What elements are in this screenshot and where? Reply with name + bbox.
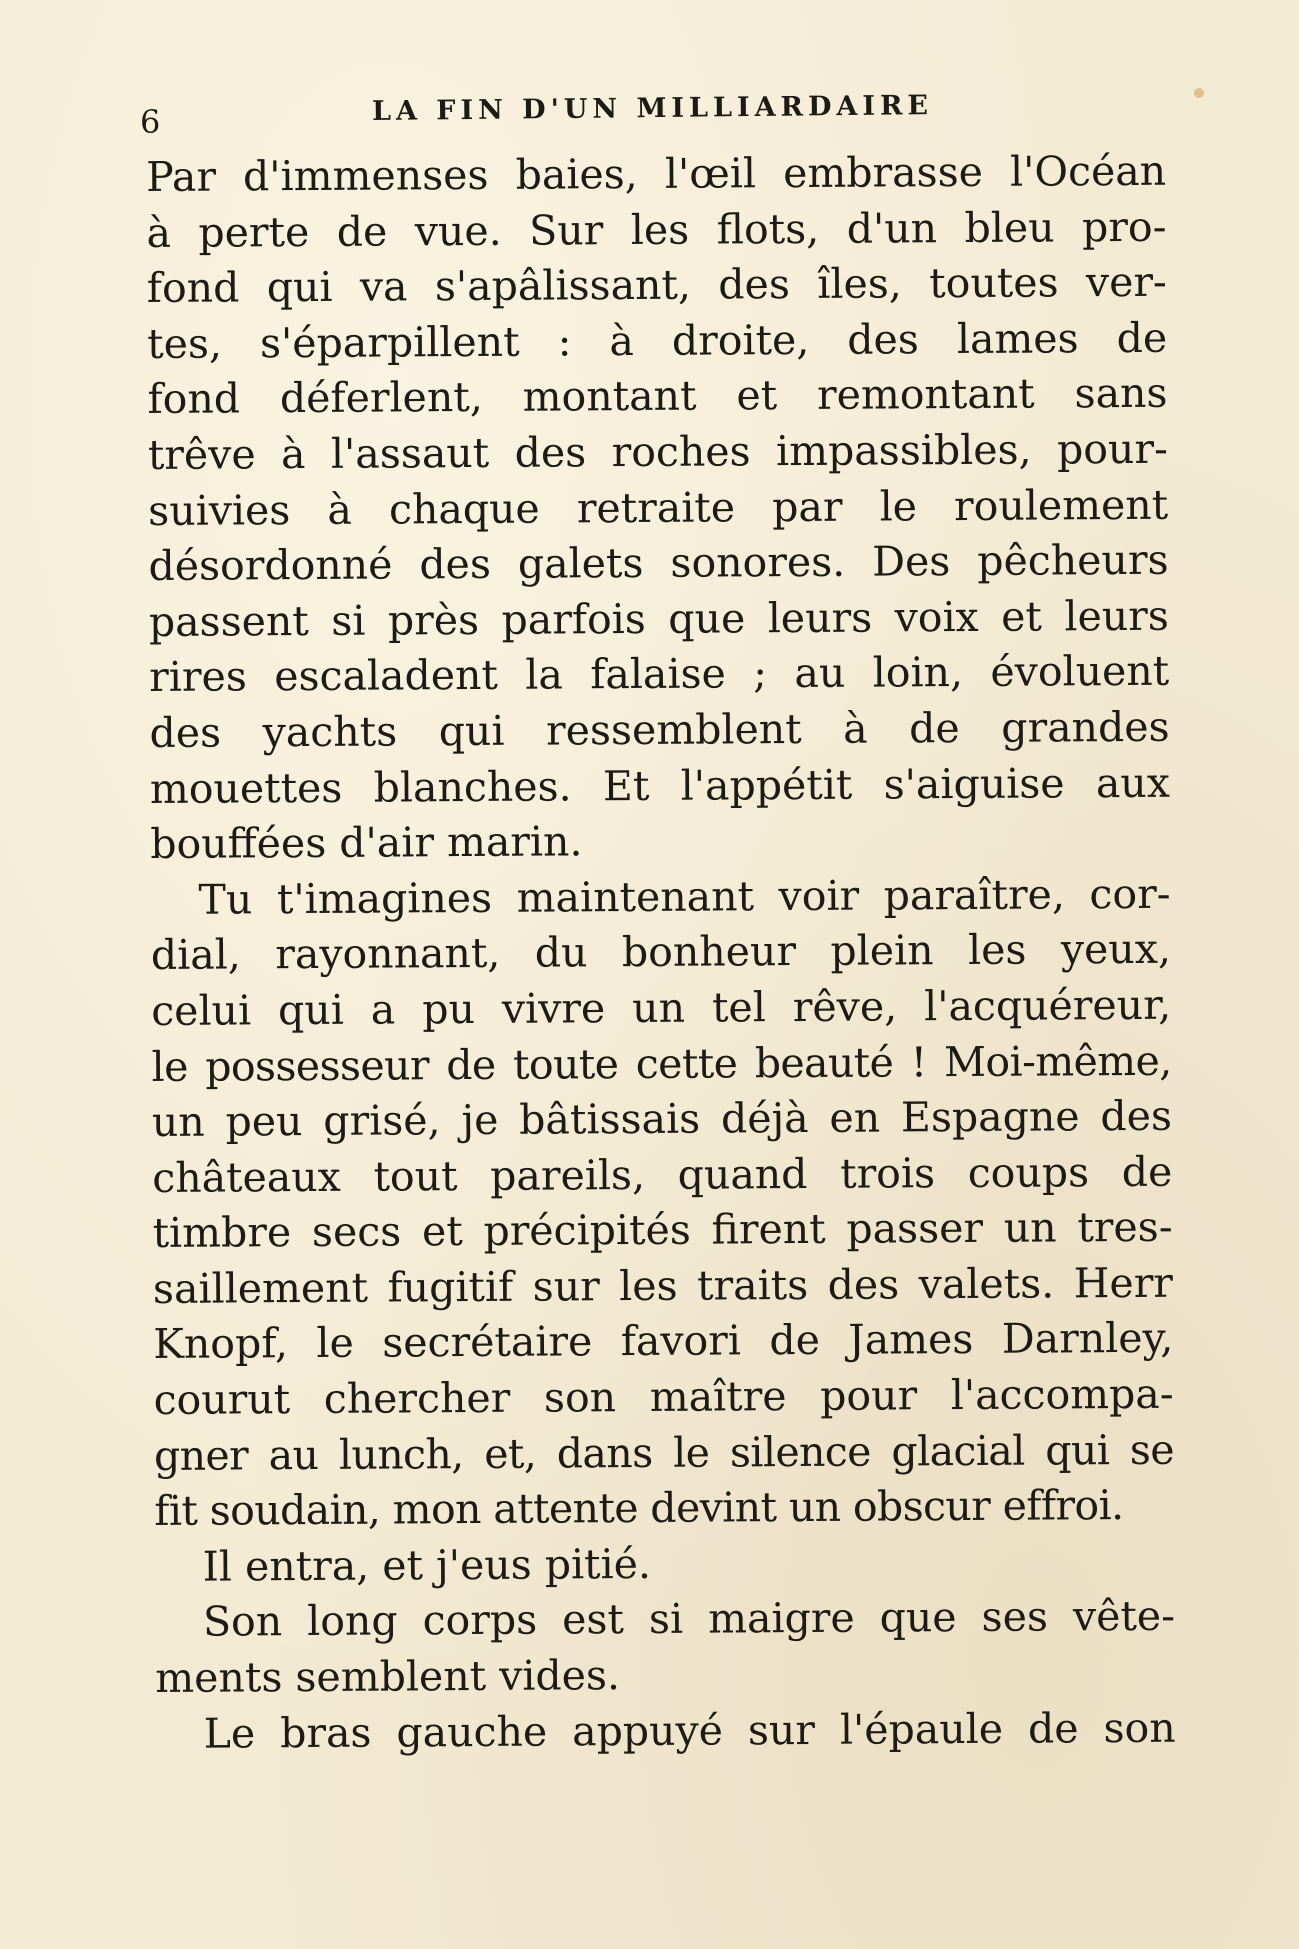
- text-line: trêve à l'assaut des roches impassibles, pour-: [147, 424, 1168, 479]
- text-line: Knopf, le secrétaire favori de James Darnley,: [153, 1314, 1174, 1369]
- text-line: des yachts qui ressemblent à de grandes: [149, 702, 1170, 757]
- text-line: gner au lunch, et, dans le silence glacial qui se: [153, 1425, 1175, 1480]
- paragraph-end-line: bouffées d'air marin.: [150, 817, 583, 869]
- text-line: celui qui a pu vivre un tel rêve, l'acquéreur,: [151, 980, 1172, 1035]
- page-number: 6: [140, 103, 162, 141]
- paper-stain: [1194, 88, 1204, 98]
- text-line: dial, rayonnant, du bonheur plein les yeux,: [150, 925, 1172, 980]
- page-header: [140, 90, 1170, 140]
- text-line: saillement fugitif sur les traits des valets. Herr: [152, 1258, 1174, 1313]
- text-line: rires escaladent la falaise ; au loin, évoluent: [149, 647, 1170, 702]
- paragraph-end-line: fit soudain, mon attente devint un obscur effroi.: [154, 1481, 1124, 1536]
- text-line: mouettes blanches. Et l'appétit s'aiguise aux: [149, 758, 1171, 813]
- text-line: timbre secs et précipités firent passer un tres-: [152, 1203, 1173, 1258]
- text-line: passent si près parfois que leurs voix et leurs: [148, 591, 1170, 646]
- text-line: tes, s'éparpillent : à droite, des lames de: [147, 313, 1168, 368]
- text-line: un peu grisé, je bâtissais déjà en Espagne des: [151, 1091, 1173, 1147]
- text-line: fond déferlent, montant et remontant sans: [147, 369, 1168, 424]
- text-line: châteaux tout pareils, quand trois coups de: [152, 1147, 1173, 1202]
- text-line: Par d'immenses baies, l'œil embrasse l'Océan: [146, 146, 1167, 201]
- text-line: désordonné des galets sonores. Des pêcheurs: [148, 535, 1169, 591]
- body-text: [146, 144, 1176, 1762]
- text-line: suivies à chaque retraite par le roulement: [148, 480, 1169, 535]
- text-line: courut chercher son maître pour l'accompa-: [153, 1369, 1174, 1425]
- paragraph-start-line: Tu t'imagines maintenant voir paraître, cor-: [198, 869, 1171, 924]
- text-line: le possesseur de toute cette beauté ! Moi-même,: [151, 1036, 1172, 1091]
- paragraph-single-line: Il entra, et j'eus pitié.: [202, 1539, 652, 1591]
- paragraph-start-line: Son long corps est si maigre que ses vête-: [202, 1592, 1176, 1647]
- paragraph-start-line: Le bras gauche appuyé sur l'épaule de son: [203, 1703, 1176, 1758]
- running-head: LA FIN D'UN MILLIARDAIRE: [371, 90, 934, 127]
- paragraph-end-line: ments semblent vides.: [155, 1651, 621, 1703]
- text-line: à perte de vue. Sur les flots, d'un bleu pro-: [146, 202, 1167, 257]
- text-line: fond qui va s'apâlissant, des îles, toutes ver-: [146, 257, 1167, 313]
